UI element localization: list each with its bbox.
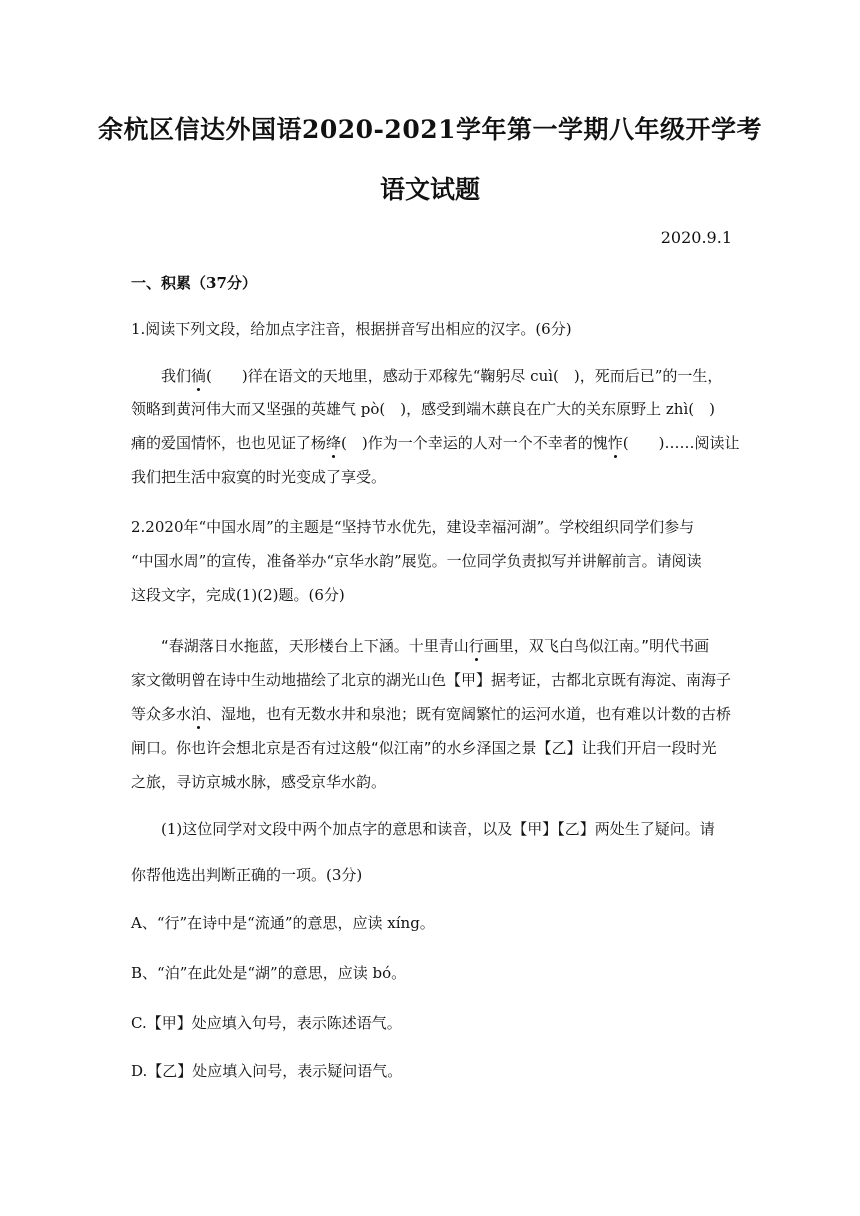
passage-text: ( )作为一个幸运的人对一个不幸者的愧 [341,434,608,452]
passage-text: ( )……阅读让 [622,434,740,452]
question-2-passage-line: 家文徵明曾在诗中生动地描绘了北京的湖光山色【甲】据考证，古都北京既有海淀、南海子 [131,671,732,689]
passage-text: 痛的爱国情怀，也也见证了杨 [131,434,327,452]
sub-question-1-line: 你帮他选出判断正确的一项。(3分) [131,866,363,884]
dotted-char: 怍 [607,434,623,452]
exam-date: 2020.9.1 [660,228,732,247]
question-2-passage-line [161,635,709,656]
dotted-char: 徜 [191,367,207,385]
option-a: A、“行”在诗中是“流通”的意思，应读 xíng。 [131,914,435,932]
question-1-passage-line: 领略到黄河伟大而又坚强的英雄气 pò( )，感受到端木蕻良在广大的关东原野上 zhì( ) [131,400,715,418]
exam-title: 余杭区信达外国语2020-2021学年第一学期八年级开学考 [97,115,763,144]
question-1-passage-line [161,365,722,386]
passage-text: ( )徉在语文的天地里，感动于邓稼先“鞠躬尽 cuì( )，死而后已”的一生， [206,367,723,385]
option-d: D.【乙】处应填入问号，表示疑问语气。 [131,1062,403,1080]
passage-text: 我们 [161,367,192,385]
question-2-stem-line: 2.2020年“中国水周”的主题是“坚持节水优先，建设幸福河湖”。学校组织同学们参与 [131,518,695,536]
option-c: C.【甲】处应填入句号，表示陈述语气。 [131,1014,402,1032]
section-heading: 一、积累（37分） [131,274,257,292]
passage-text: 等众多水 [131,705,192,723]
passage-text: 、湿地，也有无数水井和泉池；既有宽阔繁忙的运河水道，也有难以计数的古桥 [206,705,732,723]
question-1-passage-line [131,432,739,453]
passage-text: “春湖落日水拖蓝，天形楼台上下涵。十里青山 [161,637,469,655]
question-2-passage-line: 之旅，寻访京城水脉，感受京华水韵。 [131,773,387,791]
question-1-stem: 1.阅读下列文段，给加点字注音，根据拼音写出相应的汉字。(6分) [131,320,572,338]
question-2-passage-line: 闸口。你也许会想北京是否有过这般“似江南”的水乡泽国之景【乙】让我们开启一段时光 [131,739,717,757]
question-2-stem-line: 这段文字，完成(1)(2)题。(6分) [131,586,345,604]
question-2-stem-line: “中国水周”的宣传，准备举办“京华水韵”展览。一位同学负责拟写并讲解前言。请阅读 [131,552,702,570]
option-b: B、“泊”在此处是“湖”的意思，应读 bó。 [131,964,407,982]
question-1-passage-line: 我们把生活中寂寞的时光变成了享受。 [131,468,387,486]
dotted-char: 泊 [191,705,207,723]
dotted-char: 绛 [326,434,342,452]
exam-subtitle: 语文试题 [379,175,480,204]
sub-question-1-line: (1)这位同学对文段中两个加点字的意思和读音，以及【甲】【乙】两处生了疑问。请 [161,820,715,838]
dotted-char: 行 [468,637,484,655]
question-2-passage-line [131,703,731,724]
passage-text: 画里，双飞白鸟似江南。”明代书画 [483,637,710,655]
